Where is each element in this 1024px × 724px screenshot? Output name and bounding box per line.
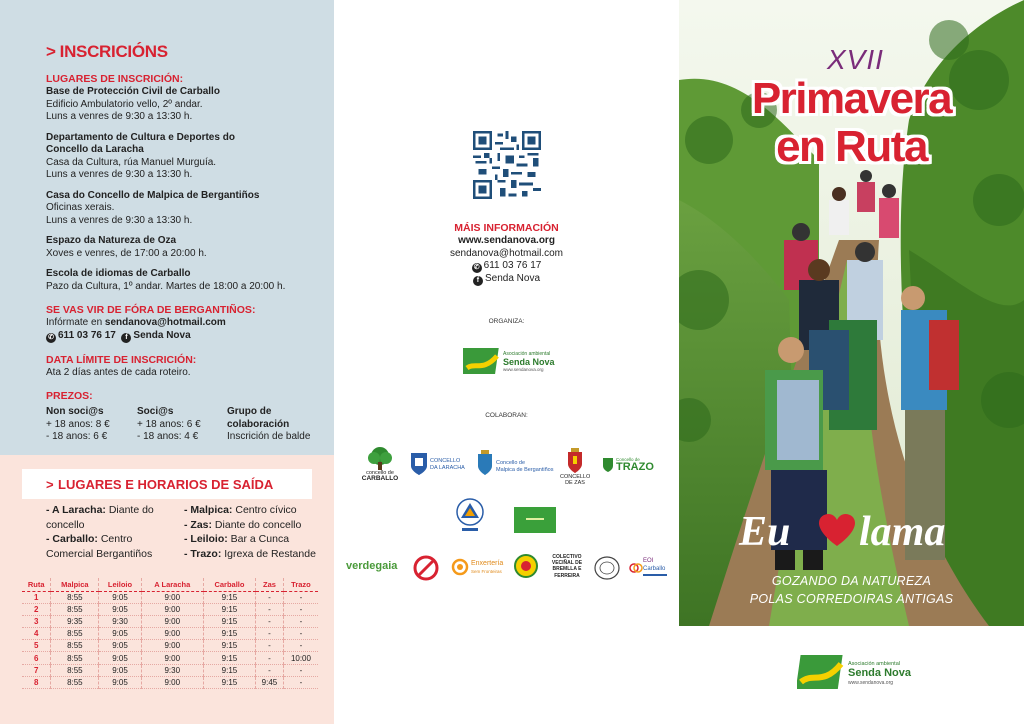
senda-nova-footer-logo (797, 652, 917, 694)
schedule-cell: 9:35 (51, 616, 99, 628)
schedule-cell: 9:05 (99, 640, 141, 652)
colectivo-l2: VECIÑAL DE (551, 560, 583, 567)
loc4-line1: Xoves e venres, de 17:00 a 20:00 h. (46, 247, 207, 259)
circular-emblem-icon (514, 554, 538, 580)
loc2-name2: Concello da Laracha (46, 144, 144, 155)
schedule-cell: 9:00 (141, 616, 203, 628)
prohibited-icon (413, 555, 439, 581)
schedule-cell: 9:00 (141, 640, 203, 652)
mais-heading: MÁIS INFORMACIÓN (454, 222, 559, 234)
fora-fb: Senda Nova (133, 329, 191, 341)
facebook-link[interactable]: Senda Nova (484, 273, 541, 284)
schedule-cell: 9:05 (99, 652, 141, 664)
inscricions-panel (0, 0, 334, 455)
colectivo-l1: COLECTIVO (552, 554, 582, 560)
chevron-right-icon: > (46, 42, 56, 61)
fora-phone: 611 03 76 17 (58, 329, 116, 341)
malpica-l1: Concello de (496, 460, 526, 466)
schedule-cell: 9:05 (99, 628, 141, 640)
schedule-cell: 9:15 (203, 676, 255, 688)
place-item: - Carballo: Centro (46, 533, 133, 545)
schedule-cell: 7 (22, 664, 51, 676)
schedule-row (22, 652, 318, 664)
coat-of-arms-icon (477, 450, 493, 476)
schedule-cell: - (283, 664, 318, 676)
schedule-col-header: Trazo (283, 578, 318, 592)
sn-line2: Senda Nova (503, 357, 555, 367)
schedule-cell: - (283, 640, 318, 652)
zas-l2: DE ZAS (565, 480, 585, 486)
eoi-l1: EOI (643, 558, 654, 564)
schedule-cell: 8:55 (51, 604, 99, 616)
cover-title-line2: en Ruta (776, 122, 927, 171)
slogan-lama: lama (859, 509, 946, 555)
whatsapp-icon: ✆ (46, 333, 56, 343)
loc1-name: Base de Protección Civil de Carballo (46, 86, 220, 97)
loc2-name1: Departamento de Cultura e Deportes do (46, 131, 235, 143)
carballo-l2: CARBALLO (361, 475, 399, 482)
schedule-cell: 8:55 (51, 592, 99, 604)
coat-of-arms-icon (567, 448, 583, 474)
footer-sn-l1: Asociación ambiental (848, 661, 900, 667)
price-col1-b: - 18 anos: 6 € (46, 431, 108, 442)
schedule-cell: 9:15 (203, 616, 255, 628)
schedule-row (22, 640, 318, 652)
qr-code-icon[interactable] (473, 131, 541, 199)
schedule-cell: 8:55 (51, 652, 99, 664)
schedule-row (22, 604, 318, 616)
fora-heading: SE VAS VIR DE FÓRA DE BERGANTIÑOS: (46, 304, 256, 316)
slogan-eu: Eu (739, 509, 791, 555)
senda-nova-mark-icon (797, 652, 845, 692)
malpica-logo (477, 450, 557, 482)
saida-title: LUGARES E HORARIOS DE SAÍDA (58, 477, 274, 492)
schedule-cell: 3 (22, 616, 51, 628)
places-left (46, 503, 154, 561)
cover-subtitle1: GOZANDO DA NATUREZA (771, 574, 932, 588)
colectivo-l3: BREMLLA E (552, 566, 582, 573)
price-col1-head: Non soci@s (46, 406, 104, 417)
colectivo-logo (547, 554, 587, 579)
sun-icon (451, 558, 469, 576)
schedule-cell: - (256, 640, 284, 652)
loc1-line2: Luns a venres de 9:30 a 13:30 h. (46, 111, 193, 122)
sn-line3: www.sendanova.org (503, 367, 544, 372)
enxerteria-l1: Enxertería (471, 560, 504, 567)
schedule-row (22, 664, 318, 676)
round-stamp-icon (594, 556, 620, 580)
loc4-name: Espazo da Natureza de Oza (46, 235, 177, 246)
schedule-cell: 9:00 (141, 604, 203, 616)
heart-icon (819, 514, 855, 548)
schedule-cell: 9:15 (203, 640, 255, 652)
sn-line1: Asociación ambiental (503, 351, 551, 357)
eoi-carballo-logo (629, 556, 669, 580)
schedule-col-header: Carballo (203, 578, 255, 592)
organiza-label: ORGANIZA: (488, 318, 525, 325)
cover-panel (679, 0, 1024, 724)
schedule-col-header: Zas (256, 578, 284, 592)
lugares-heading: LUGARES DE INSCRICIÓN: (46, 73, 184, 85)
schedule-cell: 9:00 (141, 592, 203, 604)
loc2-line1: Casa da Cultura, rúa Manuel Murguía. (46, 156, 217, 168)
trazo-logo (602, 455, 662, 477)
schedule-cell: - (283, 676, 318, 688)
schedule-cell: 9:05 (99, 604, 141, 616)
schedule-cell: - (283, 604, 318, 616)
whatsapp-icon: ✆ (472, 263, 482, 273)
verdegaia-logo: verdegaia (346, 560, 398, 572)
schedule-cell: - (256, 604, 284, 616)
senda-nova-logo (463, 346, 563, 376)
prices-table (46, 406, 316, 444)
schedule-col-header: A Laracha (141, 578, 203, 592)
schedule-cell: 6 (22, 652, 51, 664)
loc1-line1: Edificio Ambulatorio vello, 2º andar. (46, 98, 203, 110)
shield-icon (602, 457, 614, 473)
facebook-icon: f (121, 333, 131, 343)
limite-text: Ata 2 días antes de cada roteiro. (46, 366, 191, 378)
schedule-cell: 9:15 (203, 604, 255, 616)
laracha-logo (410, 452, 468, 480)
schedule-cell: - (256, 652, 284, 664)
rings-icon (629, 561, 643, 575)
schedule-cell: 9:05 (99, 676, 141, 688)
schedule-header-row (22, 578, 318, 592)
chevron-right-icon: > (46, 477, 54, 492)
saida-banner (22, 469, 312, 499)
website-link[interactable]: www.sendanova.org (458, 235, 555, 246)
schedule-cell: - (256, 628, 284, 640)
place-item: - Zas: Diante do concello (184, 518, 302, 531)
carballo-logo (358, 446, 402, 486)
schedule-cell: 10:00 (283, 652, 318, 664)
fora-email[interactable]: sendanova@hotmail.com (104, 317, 226, 328)
edition-number: XVII (827, 44, 884, 75)
schedule-cell: 9:15 (203, 664, 255, 676)
proteccion-civil-logo (456, 498, 484, 538)
schedule-cell: 9:00 (141, 652, 203, 664)
prezos-heading: PREZOS: (46, 390, 93, 402)
schedule-cell: 9:15 (203, 628, 255, 640)
schedule-row (22, 676, 318, 688)
schedule-cell: 9:30 (141, 664, 203, 676)
schedule-cell: 9:45 (256, 676, 284, 688)
email-link[interactable]: sendanova@hotmail.com (450, 247, 563, 259)
schedule-cell: 9:05 (99, 664, 141, 676)
schedule-cell: - (283, 616, 318, 628)
schedule-cell: - (256, 592, 284, 604)
place-item: - Malpica: Centro cívico (184, 504, 297, 516)
schedule-col-header: Ruta (22, 578, 51, 592)
schedule-cell: 1 (22, 592, 51, 604)
price-col2-b: - 18 anos: 4 € (137, 431, 199, 442)
schedule-cell: 8:55 (51, 628, 99, 640)
price-col3-a: Inscrición de balde (227, 431, 311, 442)
zas-l1: CONCELLO (560, 474, 591, 480)
schedule-cell: 2 (22, 604, 51, 616)
schedule-col-header: Malpica (51, 578, 99, 592)
limite-heading: DATA LÍMITE DE INSCRICIÓN: (46, 353, 197, 366)
phone-number: 611 03 76 17 (483, 260, 542, 271)
loc3-line1: Oficinas xerais. (46, 202, 115, 213)
schedule-cell: 4 (22, 628, 51, 640)
schedule-cell: - (283, 628, 318, 640)
schedule-cell: 5 (22, 640, 51, 652)
price-col2-head: Soci@s (137, 406, 174, 417)
enxerteria-logo (451, 556, 511, 580)
colectivo-l4: FERREIRA (554, 572, 580, 579)
schedule-cell: 9:00 (141, 676, 203, 688)
schedule-cell: - (256, 616, 284, 628)
place-item: - Trazo: Igrexa de Restande (184, 547, 316, 560)
schedule-cell: 9:00 (141, 628, 203, 640)
inscricions-title-text: INSCRICIÓNS (59, 42, 168, 61)
footer-sn-l3: www.sendanova.org (848, 680, 894, 686)
places-right (184, 503, 316, 561)
loc5-line1: Pazo da Cultura, 1º andar. Martes de 18:00 a 20:00 h. (46, 280, 286, 292)
inscricions-title (46, 42, 316, 62)
schedule-row (22, 592, 318, 604)
eoi-l2: Carballo (643, 566, 666, 572)
laracha-l2: DA LARACHA (430, 465, 465, 471)
footer-sn-l2: Senda Nova (848, 667, 911, 679)
schedule-cell: 9:05 (99, 592, 141, 604)
place-item: - Leiloio: Bar a Cunca (184, 533, 290, 545)
enxerteria-l2: Sem Fronteiras (471, 569, 502, 574)
schedule-cell: - (283, 592, 318, 604)
info-panel (334, 0, 679, 724)
zas-logo (560, 448, 590, 492)
schedule-row (22, 616, 318, 628)
place-item: - A Laracha: Diante do (46, 504, 154, 516)
facebook-icon: f (473, 276, 483, 286)
carballo-l1: concello de (366, 470, 394, 476)
schedule-cell: 8 (22, 676, 51, 688)
schedule-cell: 9:30 (99, 616, 141, 628)
price-col2-a: + 18 anos: 6 € (137, 418, 201, 430)
schedule-table (22, 578, 318, 689)
place-item: concello (46, 518, 85, 531)
schedule-cell: 8:55 (51, 676, 99, 688)
cover-subtitle2: POLAS CORREDOIRAS ANTIGAS (749, 592, 954, 606)
schedule-cell: 8:55 (51, 664, 99, 676)
cover-title-line1: Primavera (751, 74, 952, 123)
schedule-row (22, 628, 318, 640)
contact-info (334, 222, 679, 286)
loc2-line2: Luns a venres de 9:30 a 13:30 h. (46, 169, 193, 180)
eoi-underline (643, 574, 667, 576)
price-col1-a: + 18 anos: 8 € (46, 418, 110, 430)
loc3-line2: Luns a venres de 9:30 a 13:30 h. (46, 214, 193, 226)
loc3-name: Casa do Concello de Malpica de Bergantiños (46, 189, 260, 201)
laracha-l1: CONCELLO (430, 458, 461, 464)
schedule-cell: 9:15 (203, 652, 255, 664)
place-item: Comercial Bergantiños (46, 547, 153, 560)
malpica-l2: Malpica de Bergantiños (496, 467, 554, 473)
tree-icon (365, 446, 395, 470)
schedule-cell: 9:15 (203, 592, 255, 604)
shield-icon (410, 452, 428, 476)
senda-nova-mark-icon (463, 346, 501, 376)
schedule-cell: - (256, 664, 284, 676)
green-partner-mark (526, 518, 544, 520)
green-partner-logo (514, 507, 556, 533)
price-col3-head1: Grupo de (227, 406, 272, 417)
price-col3-head2: colaboración (227, 418, 290, 430)
loc5-name: Escola de idiomas de Carballo (46, 268, 191, 279)
schedule-col-header: Leiloio (99, 578, 141, 592)
colaboran-label: COLABORAN: (485, 412, 528, 419)
fora-text: Infórmate en (46, 317, 105, 328)
schedule-cell: 8:55 (51, 640, 99, 652)
trazo-l2: TRAZO (616, 461, 654, 473)
trazo-l1: Concello de (616, 457, 640, 462)
